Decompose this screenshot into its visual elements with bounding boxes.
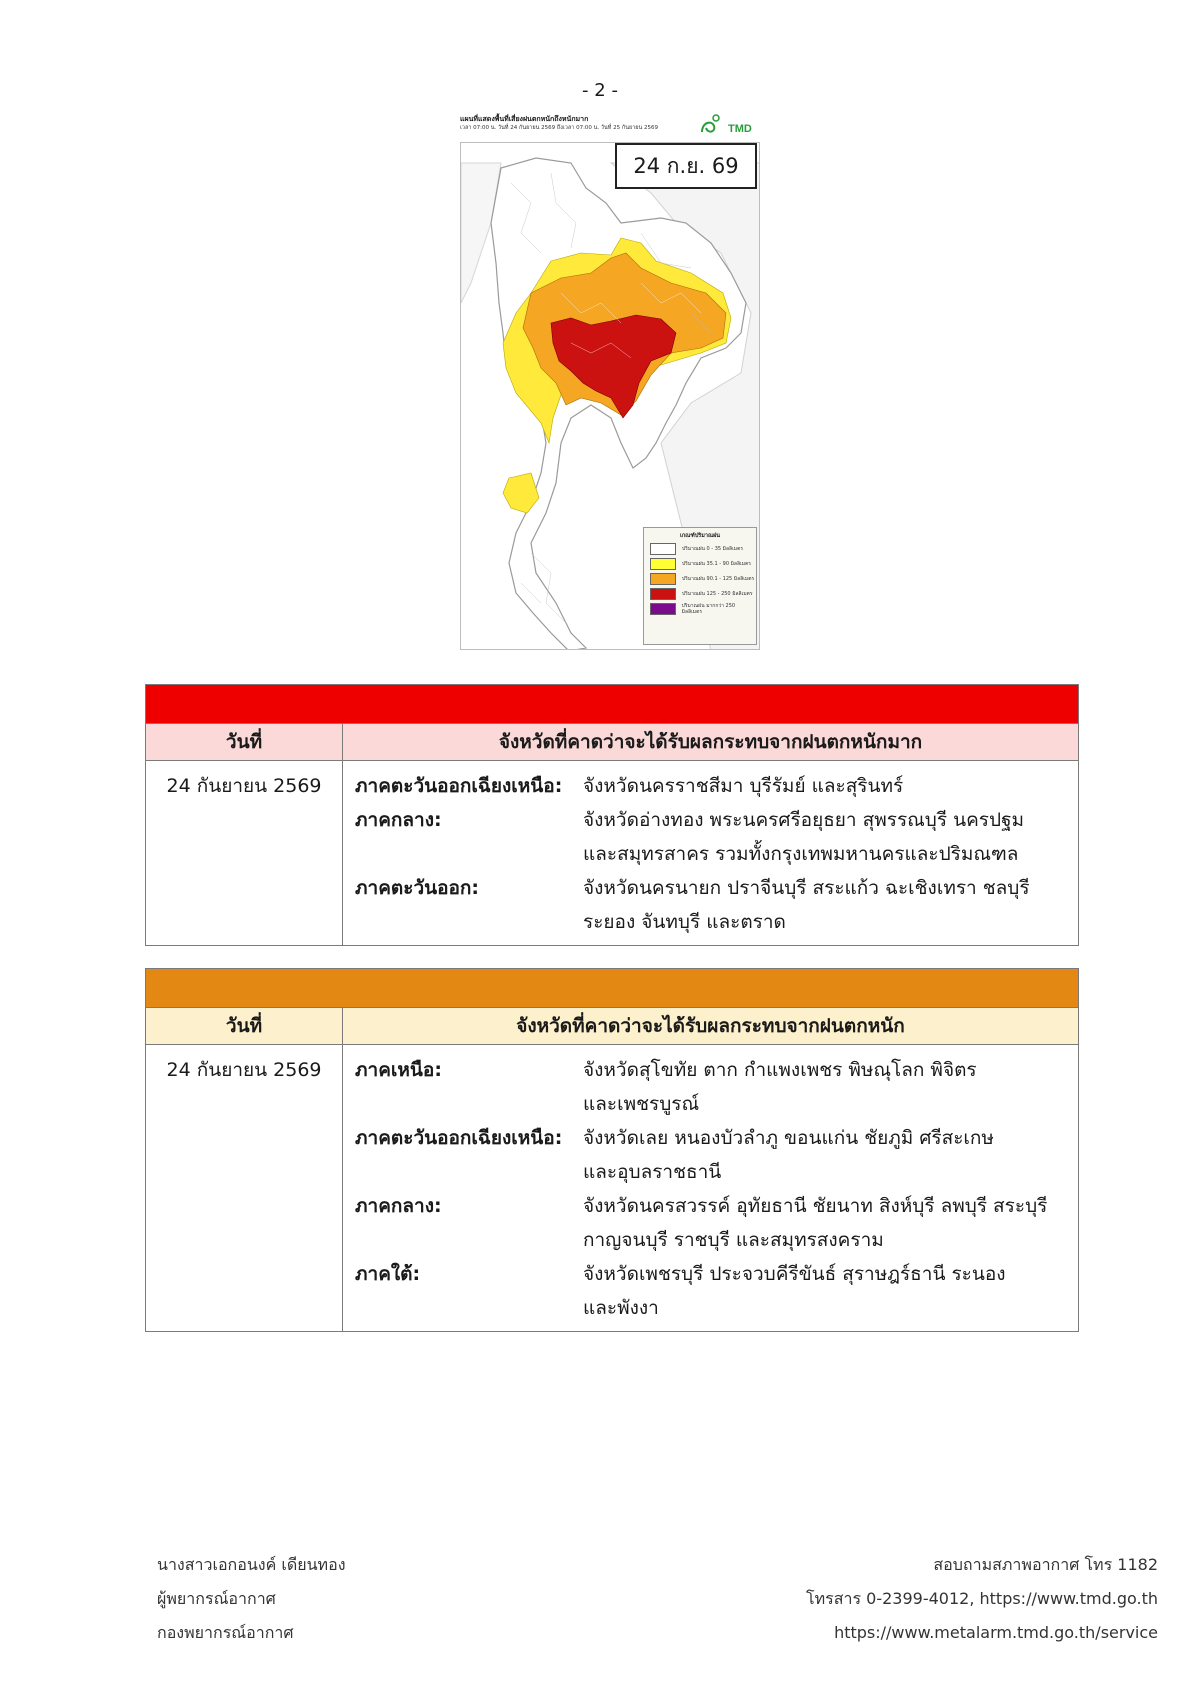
map-title: แผนที่แสดงพื้นที่เสี่ยงฝนตกหนักถึงหนักมาก: [460, 115, 589, 123]
date-column-header: วันที่: [146, 724, 343, 761]
region-name: ภาคตะวันออกเฉียงเหนือ:: [355, 1127, 563, 1149]
province-line: และอุบลราชธานี: [583, 1161, 722, 1183]
region-provinces: [583, 1121, 1068, 1189]
region-provinces: [583, 769, 1068, 803]
map-subtitle: เวลา 07:00 น. วันที่ 24 กันยายน 2569 ถึงเวลา 07:00 น. วันที่ 25 กันยายน 2569: [460, 125, 659, 131]
legend-label: ปริมาณฝน 35.1 - 90 มิลลิเมตร: [682, 561, 751, 567]
province-line: และพังงา: [583, 1297, 659, 1319]
province-line: จังหวัดเพชรบุรี ประจวบคีรีขันธ์ สุราษฎร์ธานี ระนอง: [583, 1263, 1006, 1285]
region-row: [355, 803, 1068, 871]
region-name: ภาคเหนือ:: [355, 1059, 442, 1081]
legend-item: [650, 543, 756, 555]
map-legend: [643, 527, 757, 645]
date-column-header: วันที่: [146, 1008, 343, 1045]
region-name: ภาคใต้:: [355, 1263, 421, 1285]
province-line: จังหวัดสุโขทัย ตาก กำแพงเพชร พิษณุโลก พิจิตร: [583, 1059, 977, 1081]
rain-risk-map-figure: [460, 112, 760, 650]
legend-swatch: [650, 603, 676, 615]
region-row: [355, 769, 1068, 803]
forecaster-name: นางสาวเอกอนงค์ เดียนทอง: [157, 1555, 346, 1574]
region-name: ภาคกลาง:: [355, 809, 442, 831]
map-header: [460, 112, 760, 140]
region-provinces: [583, 1189, 1068, 1257]
region-row: [355, 1053, 1068, 1121]
provinces-column-header: จังหวัดที่คาดว่าจะได้รับผลกระทบจากฝนตกหนัก: [343, 1008, 1079, 1045]
forecaster-division: กองพยากรณ์อากาศ: [157, 1623, 294, 1642]
province-line: จังหวัดอ่างทอง พระนครศรีอยุธยา สุพรรณบุรี นครปฐม: [583, 809, 1025, 831]
region-row: [355, 1189, 1068, 1257]
legend-item: [650, 558, 756, 570]
legend-item: [650, 588, 756, 600]
legend-swatch: [650, 588, 676, 600]
tmd-logo-text: TMD: [728, 123, 752, 135]
legend-swatch: [650, 543, 676, 555]
date-cell: 24 กันยายน 2569: [146, 1045, 343, 1332]
legend-label: ปริมาณฝน 90.1 - 125 มิลลิเมตร: [682, 576, 755, 582]
footer-forecaster-info: [157, 1548, 346, 1650]
province-line: และเพชรบูรณ์: [583, 1093, 700, 1115]
legend-label: ปริมาณฝน 0 - 35 มิลลิเมตร: [682, 546, 744, 552]
region-provinces: [583, 871, 1068, 939]
legend-swatch: [650, 558, 676, 570]
page-number: - 2 -: [582, 80, 618, 101]
legend-item: [650, 603, 756, 615]
footer-contact-info: [806, 1548, 1158, 1650]
date-cell: 24 กันยายน 2569: [146, 761, 343, 946]
provinces-cell: [343, 761, 1079, 946]
region-row: [355, 1121, 1068, 1189]
province-line: จังหวัดนครสวรรค์ อุทัยธานี ชัยนาท สิงห์บุรี ลพบุรี สระบุรี: [583, 1195, 1048, 1217]
province-line: จังหวัดนครนายก ปราจีนบุรี สระแก้ว ฉะเชิงเทรา ชลบุรี: [583, 877, 1030, 899]
contact-service-url[interactable]: https://www.metalarm.tmd.go.th/service: [834, 1623, 1158, 1642]
region-provinces: [583, 1053, 1068, 1121]
legend-item: [650, 573, 756, 585]
very-heavy-band: [146, 685, 1079, 724]
province-line: จังหวัดเลย หนองบัวลำภู ขอนแก่น ชัยภูมิ ศรีสะเกษ: [583, 1127, 994, 1149]
contact-phone: สอบถามสภาพอากาศ โทร 1182: [933, 1555, 1158, 1574]
provinces-column-header: จังหวัดที่คาดว่าจะได้รับผลกระทบจากฝนตกหนักมาก: [343, 724, 1079, 761]
province-line: และสมุทรสาคร รวมทั้งกรุงเทพมหานครและปริมณฑล: [583, 843, 1019, 865]
province-line: จังหวัดนครราชสีมา บุรีรัมย์ และสุรินทร์: [583, 775, 904, 797]
region-provinces: [583, 803, 1068, 871]
region-row: [355, 1257, 1068, 1325]
contact-fax-website: โทรสาร 0-2399-4012, https://www.tmd.go.th: [806, 1589, 1158, 1608]
legend-title: เกณฑ์ปริมาณฝน: [679, 533, 721, 539]
legend-label: ปริมาณฝน 125 - 250 มิลลิเมตร: [682, 591, 753, 597]
legend-label: ปริมาณฝน มากกว่า 250 มิลลิเมตร: [681, 603, 736, 615]
region-name: ภาคตะวันออก:: [355, 877, 480, 899]
forecaster-title: ผู้พยากรณ์อากาศ: [157, 1589, 276, 1608]
heavy-band: [146, 969, 1079, 1008]
province-line: ระยอง จันทบุรี และตราด: [583, 911, 786, 933]
legend-swatch: [650, 573, 676, 585]
map-date-label: 24 ก.ย. 69: [615, 143, 757, 189]
region-provinces: [583, 1257, 1068, 1325]
region-name: ภาคตะวันออกเฉียงเหนือ:: [355, 775, 563, 797]
heavy-rain-table: [145, 968, 1079, 1332]
map-frame: [460, 142, 760, 650]
provinces-cell: [343, 1045, 1079, 1332]
table-row: [146, 1045, 1079, 1332]
province-line: กาญจนบุรี ราชบุรี และสมุทรสงคราม: [583, 1229, 884, 1251]
region-row: [355, 871, 1068, 939]
table-row: [146, 761, 1079, 946]
tmd-logo-icon: [698, 112, 754, 138]
region-name: ภาคกลาง:: [355, 1195, 442, 1217]
very-heavy-rain-table: [145, 684, 1079, 946]
